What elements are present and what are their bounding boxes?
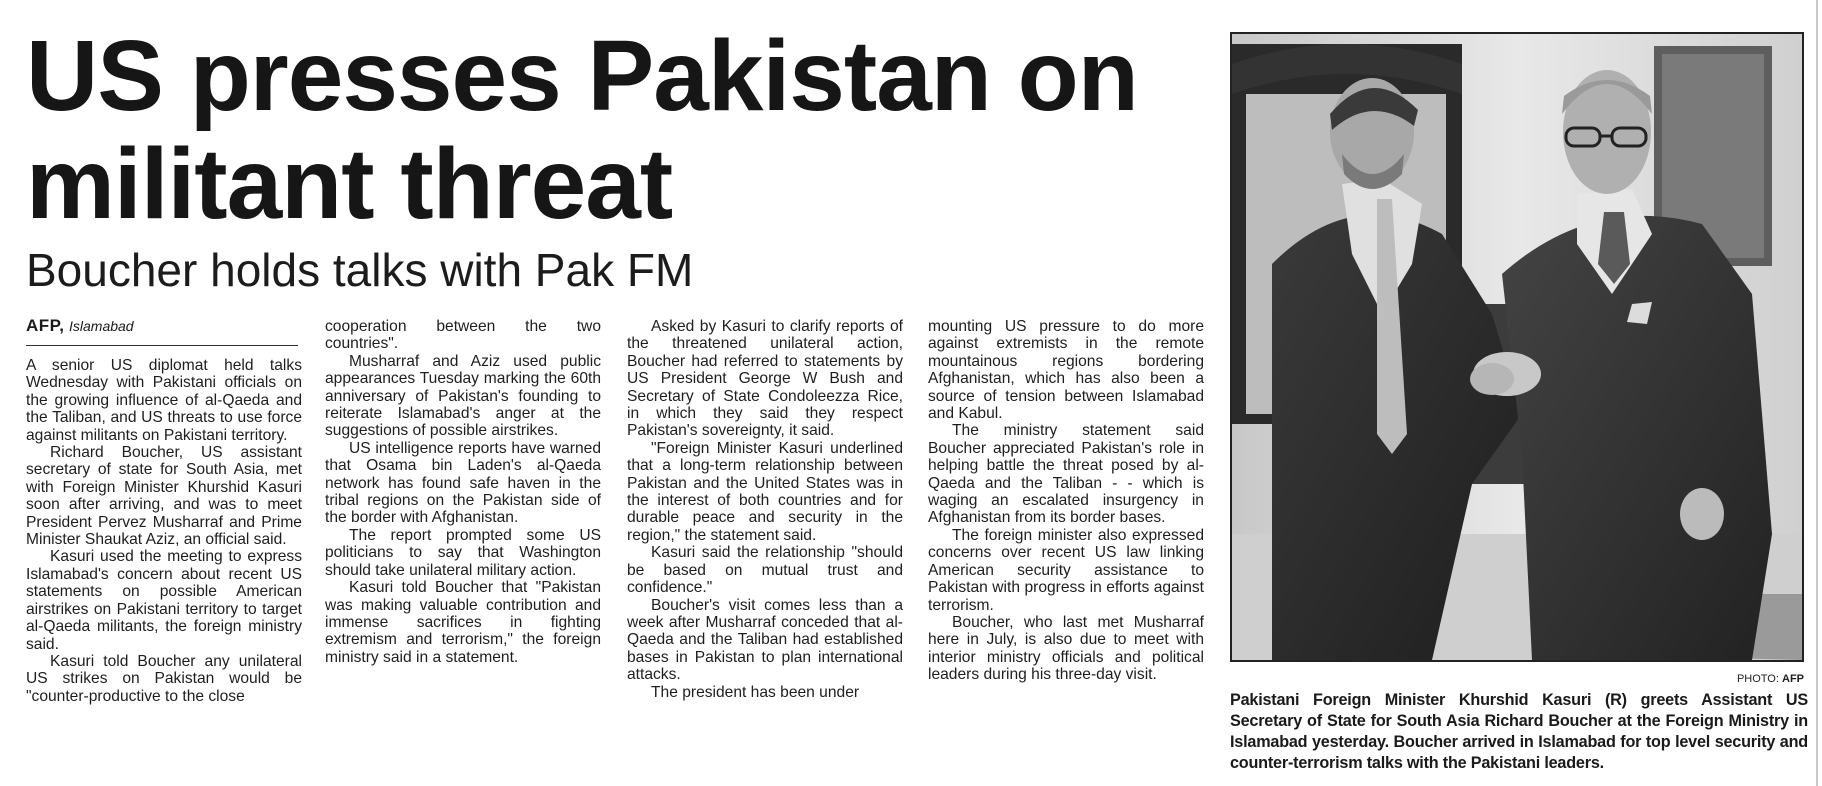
news-photo bbox=[1230, 32, 1804, 662]
paragraph: US intelligence reports have warned that Osama bin Laden's al-Qaeda network has found safe haven in the tribal regions on the Pakistan side of the border with Afghanistan. bbox=[325, 439, 601, 527]
byline bbox=[26, 316, 298, 346]
paragraph: Kasuri used the meeting to express Islamabad's concern about recent US statements on possible American airstrikes on Pakistani territory to target al-Qaeda militants, the foreign ministry said. bbox=[26, 548, 302, 653]
byline-location: Islamabad bbox=[69, 318, 134, 334]
photo-caption: Pakistani Foreign Minister Khurshid Kasuri (R) greets Assistant US Secretary of State for South Asia Richard Boucher at the Foreign Ministry in Islamabad yesterday. Boucher arrived in Islamabad for top level security and counter-terrorism talks with the Pakistani leaders. bbox=[1230, 691, 1808, 772]
paragraph: Richard Boucher, US assistant secretary of state for South Asia, met with Foreign Minister Khurshid Kasuri soon after arriving, and was to meet President Pervez Musharraf and Prime Minister Shaukat Aziz, an official said. bbox=[26, 444, 302, 549]
paragraph: Musharraf and Aziz used public appearances Tuesday marking the 60th anniversary of Pakistan's founding to reiterate Islamabad's anger at the suggestions of possible airstrikes. bbox=[325, 352, 601, 440]
subheadline: Boucher holds talks with Pak FM bbox=[26, 244, 694, 296]
paragraph: The ministry statement said Boucher appreciated Pakistan's role in helping battle the threat posed by al-Qaeda and the Taliban - - which is waging an escalated insurgency in Afghanistan from its border bases. bbox=[928, 422, 1204, 527]
paragraph: A senior US diplomat held talks Wednesday with Pakistani officials on the growing influence of al-Qaeda and the Taliban, and US threats to use force against militants on Pakistani territory. bbox=[26, 357, 302, 444]
headline: US presses Pakistan on militant threat bbox=[26, 20, 1138, 240]
article-column-1 bbox=[26, 357, 302, 705]
paragraph: mounting US pressure to do more against extremists in the remote mountainous regions bordering Afghanistan, which has also been a source of tension between Islamabad and Kabul. bbox=[928, 318, 1204, 423]
paragraph: The foreign minister also expressed concerns over recent US law linking American security assistance to Pakistan with progress in efforts against terrorism. bbox=[928, 526, 1204, 614]
paragraph: Kasuri said the relationship "should be based on mutual trust and confidence." bbox=[627, 544, 903, 597]
paragraph: Boucher's visit comes less than a week after Musharraf conceded that al-Qaeda and the Taliban had established bases in Pakistan to plan international attacks. bbox=[627, 596, 903, 684]
byline-agency: AFP, bbox=[26, 316, 65, 335]
paragraph: Asked by Kasuri to clarify reports of the threatened unilateral action, Boucher had referred to statements by US President George W Bush and Secretary of State Condoleezza Rice, in which they said they respect Pakistan's sovereignty, it said. bbox=[627, 318, 903, 440]
column-divider bbox=[1816, 0, 1818, 786]
paragraph: The report prompted some US politicians to say that Washington should take unilateral military action. bbox=[325, 526, 601, 579]
article-column-4 bbox=[928, 318, 1204, 684]
paragraph: Kasuri told Boucher that "Pakistan was making valuable contribution and immense sacrifices in fighting extremism and terrorism," the foreign ministry said in a statement. bbox=[325, 579, 601, 666]
paragraph: cooperation between the two countries". bbox=[325, 318, 601, 353]
paragraph: "Foreign Minister Kasuri underlined that a long-term relationship between Pakistan and the United States was in the interest of both countries and for durable peace and security in the region," the statement said. bbox=[627, 439, 903, 544]
handshake-photo-illustration bbox=[1232, 34, 1802, 660]
photo-credit bbox=[1230, 672, 1804, 686]
article-column-2 bbox=[325, 318, 601, 666]
photo-credit-agency: AFP bbox=[1782, 673, 1804, 685]
paragraph: Boucher, who last met Musharraf here in July, is also due to meet with interior ministry officials and political leaders during his three-day visit. bbox=[928, 613, 1204, 684]
paragraph: The president has been under bbox=[651, 683, 860, 701]
paragraph: Kasuri told Boucher any unilateral US strikes on Pakistan would be "counter-productive to the close bbox=[26, 652, 302, 705]
article-column-3 bbox=[627, 318, 903, 701]
photo-credit-label: PHOTO: bbox=[1736, 673, 1779, 685]
